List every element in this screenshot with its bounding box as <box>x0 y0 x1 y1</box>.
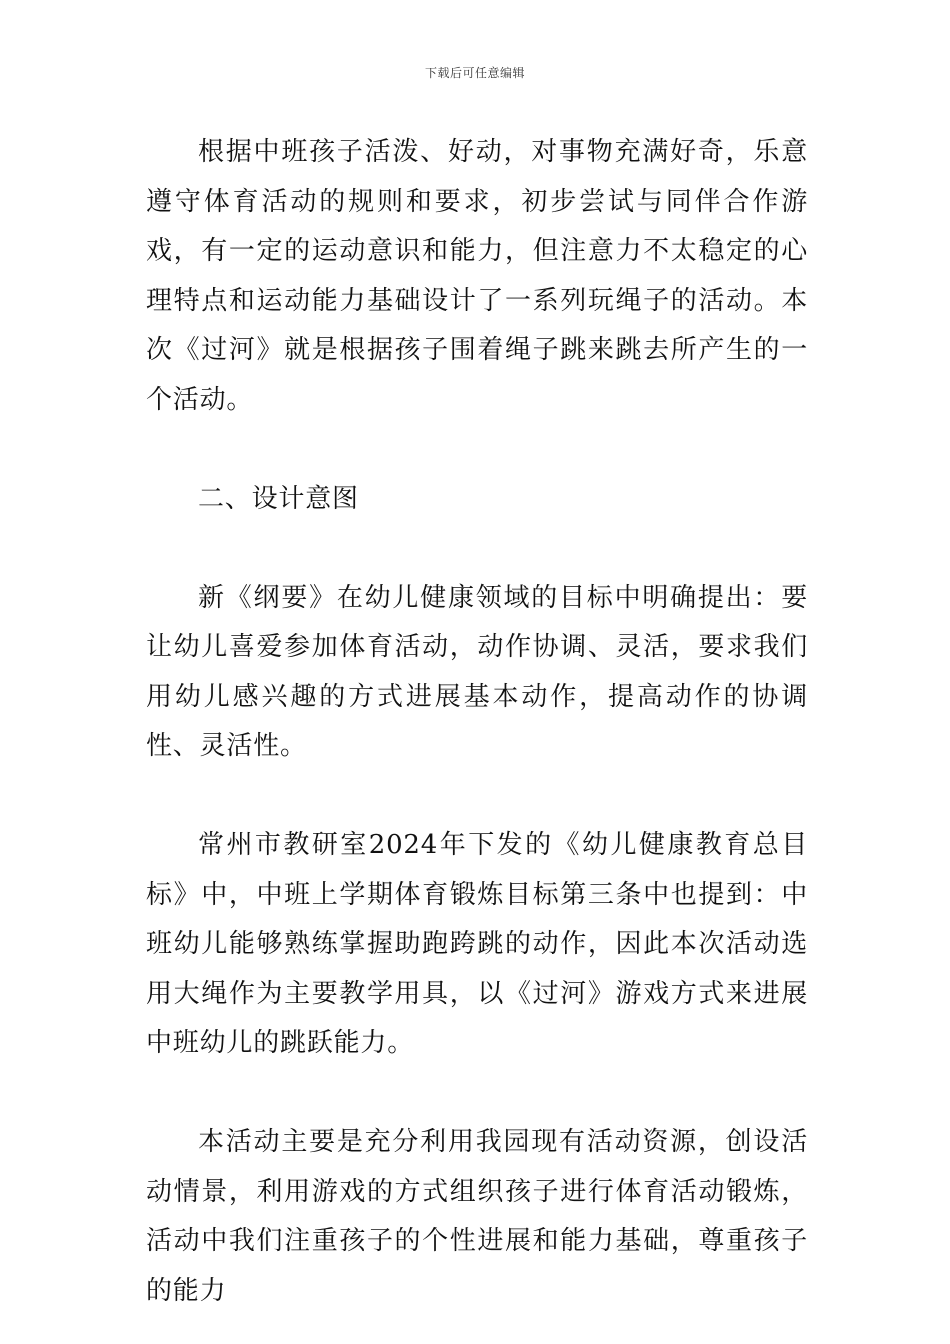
paragraph-intro: 根据中班孩子活泼、好动，对事物充满好奇，乐意遵守体育活动的规则和要求，初步尝试与同伴合作游戏，有一定的运动意识和能力，但注意力不太稳定的心理特点和运动能力基础设计了一系列玩绳子的活动。本次《过河》就是根据孩子围着绳子跳来跳去所产生的一个活动。 <box>146 137 808 415</box>
paragraph-curriculum-goal: 常州市教研室2024年下发的《幼儿健康教育总目标》中，中班上学期体育锻炼目标第三条中也提到：中班幼儿能够熟练掌握助跑跨跳的动作，因此本次活动选用大绳作为主要教学用具，以《过河》游戏方式来进展中班幼儿的跳跃能力。 <box>146 830 808 1058</box>
paragraph-gap <box>146 524 808 574</box>
paragraph-gap <box>146 1069 808 1119</box>
paragraph-guideline: 新《纲要》在幼儿健康领域的目标中明确提出：要让幼儿喜爱参加体育活动，动作协调、灵活，要求我们用幼儿感兴趣的方式进展基本动作，提高动作的协调性、灵活性。 <box>146 582 808 761</box>
section-heading-design-intent: 二、设计意图 <box>198 483 359 514</box>
page-header-note: 下载后可任意编辑 <box>424 66 525 80</box>
paragraph-activity-resources: 本活动主要是充分利用我园现有活动资源，创设活动情景，利用游戏的方式组织孩子进行体育活动锻炼，活动中我们注重孩子的个性进展和能力基础，尊重孩子的能力 <box>146 1127 808 1306</box>
paragraph-gap <box>146 772 808 822</box>
document-body <box>146 128 808 1316</box>
paragraph-gap <box>146 425 808 475</box>
